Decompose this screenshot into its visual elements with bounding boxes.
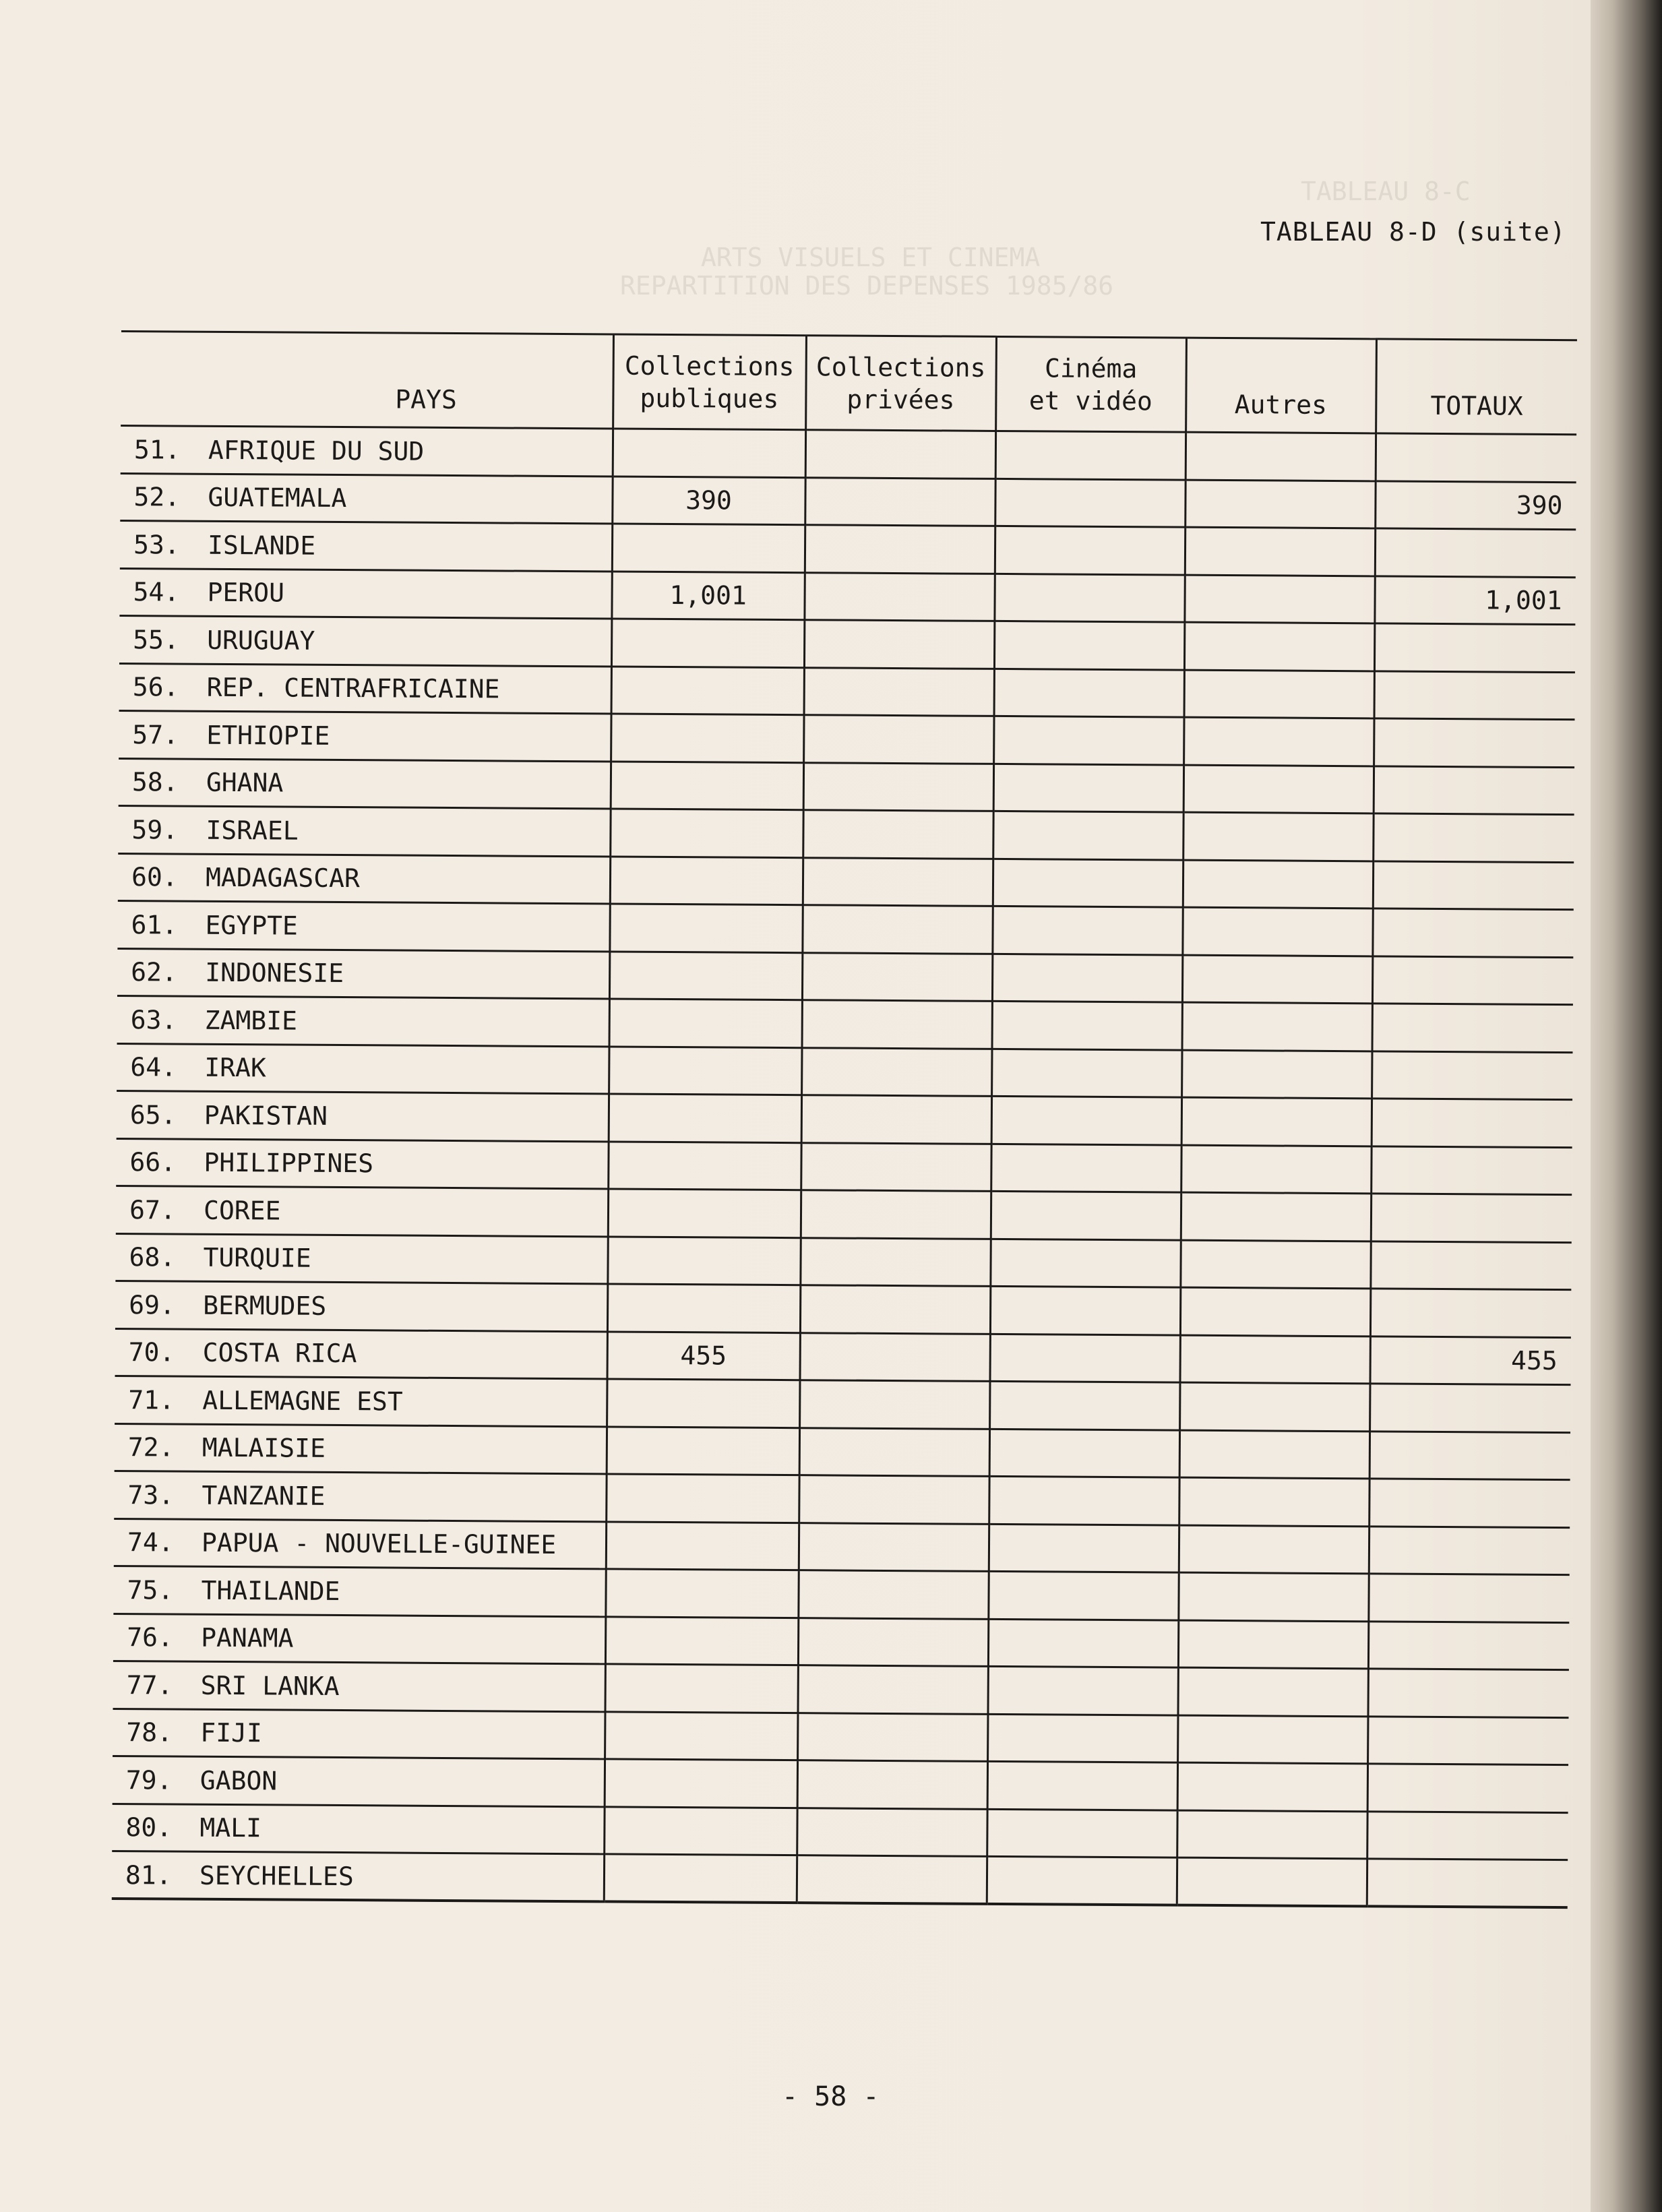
row-number: 54. — [133, 577, 180, 607]
value-cell-publiques — [605, 1711, 797, 1760]
value-cell-totaux — [1372, 1099, 1572, 1147]
table-row — [113, 1614, 1569, 1670]
value-cell-totaux — [1372, 1051, 1572, 1099]
table-row — [114, 1471, 1570, 1527]
country-name: PAPUA - NOUVELLE-GUINEE — [201, 1528, 557, 1560]
value-cell-privees — [797, 1808, 987, 1856]
value-cell-autres — [1177, 1715, 1367, 1764]
value-cell-privees — [805, 525, 995, 574]
table-row — [113, 1661, 1569, 1717]
value-cell-autres — [1183, 765, 1374, 813]
table-row — [116, 1186, 1572, 1242]
value-cell-totaux — [1374, 623, 1575, 672]
country-name: AFRIQUE DU SUD — [208, 435, 425, 466]
value-cell-privees — [801, 1190, 991, 1239]
value-cell-publiques: 390 — [612, 476, 805, 524]
value-cell-cinema — [994, 621, 1184, 669]
country-cell — [121, 425, 613, 476]
row-number: 75. — [127, 1574, 174, 1605]
country-name: TURQUIE — [203, 1243, 311, 1273]
country-cell — [113, 1756, 605, 1806]
value-cell-publiques: 1,001 — [611, 571, 804, 619]
value-cell-privees — [798, 1570, 988, 1619]
table-row — [119, 568, 1575, 625]
value-cell-totaux — [1371, 1146, 1572, 1194]
table-row — [115, 1328, 1571, 1385]
value-cell-cinema — [989, 1334, 1179, 1382]
value-cell-cinema — [994, 574, 1184, 622]
value-cell-totaux — [1373, 813, 1574, 862]
country-name: EGYPTE — [205, 910, 299, 941]
value-cell-publiques — [605, 1759, 797, 1808]
country-name: PANAMA — [201, 1623, 294, 1653]
value-cell-cinema — [987, 1856, 1177, 1905]
value-cell-autres — [1179, 1525, 1369, 1574]
value-cell-publiques — [612, 524, 805, 572]
country-cell — [112, 1804, 604, 1854]
value-cell-cinema — [990, 1286, 1180, 1334]
country-cell — [119, 710, 611, 761]
value-cell-autres — [1177, 1762, 1367, 1811]
value-cell-publiques — [605, 1664, 797, 1713]
row-number: 67. — [129, 1194, 176, 1225]
row-number: 72. — [127, 1432, 175, 1463]
country-cell — [117, 995, 609, 1046]
country-name: MADAGASCAR — [205, 863, 360, 894]
value-cell-totaux: 1,001 — [1374, 576, 1575, 624]
value-cell-privees — [797, 1760, 987, 1809]
country-name: ISRAEL — [206, 815, 299, 846]
value-cell-publiques — [608, 1189, 801, 1237]
value-cell-privees — [800, 1237, 990, 1286]
country-name: THAILANDE — [201, 1575, 340, 1606]
value-cell-cinema — [995, 431, 1186, 479]
row-number: 76. — [127, 1622, 173, 1653]
value-cell-publiques — [604, 1854, 797, 1903]
country-cell — [115, 1376, 607, 1426]
row-number: 61. — [131, 909, 178, 940]
value-cell-privees — [801, 1142, 991, 1191]
value-cell-totaux — [1367, 1716, 1568, 1764]
value-cell-autres — [1177, 1810, 1367, 1859]
value-cell-cinema — [991, 1144, 1181, 1192]
value-cell-publiques — [606, 1521, 799, 1570]
value-cell-publiques — [605, 1569, 798, 1618]
value-cell-privees — [797, 1855, 987, 1904]
table-row — [121, 425, 1576, 482]
country-name: ISLANDE — [207, 530, 316, 561]
value-cell-autres — [1177, 1857, 1367, 1906]
country-name: ALLEMAGNE EST — [202, 1385, 403, 1417]
value-cell-publiques — [610, 809, 803, 857]
row-number: 66. — [129, 1147, 177, 1177]
value-cell-cinema — [991, 1049, 1181, 1097]
table-row — [116, 1138, 1572, 1195]
row-number: 79. — [125, 1764, 173, 1795]
value-cell-autres — [1186, 432, 1376, 481]
value-cell-cinema — [993, 764, 1183, 812]
country-cell — [116, 1186, 608, 1236]
table-row — [115, 1281, 1571, 1337]
value-cell-autres — [1182, 955, 1372, 1004]
value-cell-publiques — [607, 1236, 800, 1285]
value-cell-totaux — [1374, 766, 1574, 814]
value-cell-cinema — [989, 1381, 1179, 1430]
value-cell-privees — [804, 620, 994, 669]
country-name: INDONESIE — [205, 958, 344, 989]
country-name: SEYCHELLES — [199, 1860, 354, 1891]
value-cell-privees — [802, 952, 992, 1001]
value-cell-autres — [1182, 1002, 1372, 1051]
value-cell-autres — [1185, 480, 1375, 528]
value-cell-totaux — [1371, 1194, 1572, 1242]
value-cell-publiques — [608, 1141, 801, 1190]
table-row — [113, 1709, 1568, 1765]
value-cell-autres — [1180, 1240, 1370, 1289]
country-name: IRAK — [204, 1053, 266, 1083]
value-cell-totaux — [1376, 433, 1576, 482]
country-cell — [113, 1566, 605, 1616]
country-cell — [119, 758, 611, 809]
country-cell — [115, 1281, 607, 1331]
country-cell — [119, 663, 611, 714]
value-cell-privees — [803, 762, 993, 811]
row-number: 80. — [125, 1812, 173, 1843]
country-cell — [113, 1709, 605, 1759]
value-cell-privees — [803, 715, 993, 764]
value-cell-cinema — [987, 1714, 1177, 1762]
value-cell-totaux — [1370, 1289, 1571, 1337]
value-cell-privees — [799, 1523, 989, 1571]
value-cell-cinema — [992, 1001, 1182, 1049]
table-container — [112, 330, 1577, 1909]
value-cell-autres — [1185, 527, 1375, 576]
value-cell-publiques — [606, 1474, 799, 1523]
value-cell-totaux: 390 — [1375, 481, 1576, 529]
value-cell-privees — [797, 1713, 987, 1761]
value-cell-privees — [805, 477, 995, 526]
value-cell-publiques — [609, 999, 802, 1047]
country-name: FIJI — [200, 1718, 262, 1748]
country-cell — [117, 1043, 609, 1094]
row-number: 62. — [131, 957, 177, 987]
value-cell-publiques — [607, 1284, 800, 1332]
value-cell-cinema — [990, 1239, 1180, 1287]
value-cell-privees — [804, 667, 994, 716]
value-cell-autres — [1177, 1667, 1367, 1716]
table-row — [113, 1566, 1569, 1622]
country-name: TANZANIE — [202, 1480, 326, 1511]
value-cell-publiques — [609, 1094, 801, 1142]
value-cell-cinema — [988, 1571, 1178, 1620]
value-cell-privees — [801, 1095, 991, 1144]
table-header-row — [121, 331, 1577, 434]
header-collections-publiques: Collections publiques — [613, 334, 806, 430]
value-cell-publiques — [607, 1426, 799, 1475]
table-row — [114, 1518, 1570, 1575]
value-cell-autres — [1179, 1382, 1369, 1431]
country-cell — [117, 900, 609, 951]
row-number: 60. — [131, 862, 178, 892]
table-row — [120, 473, 1576, 530]
value-cell-totaux — [1367, 1811, 1568, 1860]
value-cell-autres — [1184, 575, 1374, 623]
country-name: MALI — [199, 1813, 262, 1843]
value-cell-autres — [1181, 1145, 1371, 1194]
value-cell-autres — [1183, 717, 1374, 766]
value-cell-publiques — [609, 1046, 801, 1095]
country-name: SRI LANKA — [200, 1670, 340, 1701]
show-through-text: ARTS VISUELS ET CINEMA — [701, 243, 1041, 272]
value-cell-publiques — [611, 619, 804, 667]
value-cell-autres — [1184, 670, 1374, 718]
table-row — [120, 520, 1576, 577]
country-cell — [114, 1518, 606, 1569]
value-cell-autres — [1181, 1097, 1372, 1146]
country-name: URUGUAY — [207, 625, 315, 656]
value-cell-totaux — [1369, 1479, 1570, 1527]
row-number: 53. — [133, 529, 180, 560]
value-cell-cinema — [991, 1096, 1181, 1144]
country-cell — [112, 1851, 604, 1901]
value-cell-privees — [800, 1285, 990, 1334]
table-row — [117, 1043, 1572, 1100]
value-cell-cinema — [988, 1619, 1178, 1667]
country-cell — [119, 568, 611, 619]
row-number: 77. — [126, 1669, 173, 1700]
value-cell-publiques — [607, 1379, 799, 1427]
table-row — [118, 805, 1574, 862]
row-number: 69. — [129, 1289, 175, 1320]
value-cell-totaux — [1370, 1241, 1571, 1289]
value-cell-totaux — [1373, 861, 1574, 909]
value-cell-publiques — [613, 429, 805, 477]
value-cell-totaux — [1374, 718, 1574, 767]
value-cell-totaux — [1375, 528, 1576, 577]
value-cell-privees — [802, 1000, 992, 1049]
country-cell — [120, 473, 612, 524]
table-title: TABLEAU 8-D (suite) — [1260, 217, 1566, 247]
row-number: 70. — [128, 1337, 175, 1368]
value-cell-privees — [798, 1618, 988, 1666]
table-row — [112, 1804, 1568, 1860]
country-name: GABON — [199, 1765, 278, 1796]
value-cell-cinema — [993, 811, 1183, 859]
value-cell-cinema — [991, 1191, 1181, 1239]
value-cell-cinema — [989, 1476, 1179, 1525]
value-cell-totaux — [1367, 1669, 1568, 1717]
value-cell-privees — [804, 572, 994, 621]
table-row — [115, 1233, 1571, 1290]
row-number: 57. — [132, 719, 179, 750]
value-cell-cinema — [995, 526, 1185, 574]
value-cell-autres — [1179, 1335, 1369, 1384]
value-cell-publiques — [605, 1616, 798, 1665]
value-cell-cinema — [987, 1809, 1177, 1857]
table-row — [119, 758, 1574, 815]
value-cell-cinema — [989, 1429, 1179, 1477]
value-cell-autres — [1183, 860, 1373, 909]
value-cell-autres — [1181, 1050, 1372, 1099]
country-name: BERMUDES — [203, 1290, 327, 1321]
value-cell-totaux — [1369, 1384, 1570, 1432]
value-cell-privees — [801, 1047, 991, 1096]
value-cell-cinema — [987, 1761, 1177, 1810]
value-cell-totaux — [1372, 909, 1573, 957]
value-cell-autres — [1181, 1192, 1371, 1241]
value-cell-privees — [797, 1665, 987, 1714]
value-cell-autres — [1182, 907, 1372, 956]
table-row — [119, 663, 1575, 720]
row-number: 78. — [126, 1717, 173, 1748]
country-cell — [119, 615, 611, 666]
country-name: PEROU — [207, 578, 285, 608]
book-spine-shadow — [1591, 0, 1662, 2212]
value-cell-autres — [1184, 622, 1374, 671]
country-cell — [114, 1471, 606, 1521]
row-number: 74. — [127, 1527, 174, 1558]
value-cell-cinema — [989, 1524, 1179, 1572]
row-number: 63. — [130, 1004, 177, 1035]
country-name: MALAISIE — [202, 1433, 326, 1464]
value-cell-publiques — [611, 714, 803, 762]
value-cell-totaux — [1367, 1764, 1568, 1812]
value-cell-autres — [1179, 1430, 1369, 1479]
table-row — [112, 1851, 1568, 1907]
show-through-text: TABLEAU 8-C — [1301, 177, 1471, 206]
country-name: GUATEMALA — [208, 483, 347, 514]
row-number: 65. — [129, 1099, 177, 1130]
row-number: 81. — [125, 1860, 172, 1890]
country-name: COSTA RICA — [202, 1338, 357, 1369]
value-cell-privees — [805, 430, 995, 479]
value-cell-cinema — [992, 906, 1182, 954]
row-number: 59. — [131, 814, 179, 845]
value-cell-totaux — [1367, 1859, 1568, 1907]
expenditure-table — [112, 330, 1577, 1909]
value-cell-privees — [800, 1332, 990, 1381]
value-cell-totaux — [1369, 1526, 1570, 1574]
value-cell-cinema — [992, 954, 1182, 1002]
country-cell — [117, 1090, 609, 1141]
value-cell-cinema — [995, 479, 1185, 527]
value-cell-cinema — [994, 669, 1184, 717]
value-cell-totaux — [1374, 671, 1575, 719]
header-cinema-video: Cinéma et vidéo — [995, 336, 1186, 432]
table-row — [117, 900, 1573, 957]
header-autres: Autres — [1186, 338, 1376, 433]
value-cell-totaux: 455 — [1369, 1336, 1570, 1384]
value-cell-autres — [1178, 1572, 1368, 1621]
value-cell-autres — [1180, 1287, 1370, 1336]
value-cell-publiques: 455 — [607, 1331, 800, 1380]
row-number: 68. — [129, 1242, 176, 1272]
value-cell-privees — [802, 905, 992, 954]
row-number: 55. — [133, 624, 179, 655]
value-cell-cinema — [987, 1666, 1177, 1715]
header-totaux: TOTAUX — [1376, 339, 1577, 435]
country-cell — [113, 1661, 605, 1711]
value-cell-publiques — [609, 904, 802, 952]
country-cell — [117, 948, 609, 999]
value-cell-cinema — [993, 859, 1183, 907]
value-cell-privees — [799, 1427, 989, 1476]
value-cell-publiques — [604, 1806, 797, 1855]
row-number: 73. — [127, 1479, 175, 1510]
value-cell-totaux — [1372, 956, 1573, 1004]
country-name: PAKISTAN — [204, 1100, 328, 1131]
table-body — [112, 425, 1576, 1907]
value-cell-cinema — [993, 716, 1183, 764]
value-cell-autres — [1183, 812, 1373, 861]
value-cell-autres — [1178, 1620, 1368, 1669]
country-name: ZAMBIE — [204, 1005, 298, 1036]
header-collections-privees: Collections privées — [805, 336, 996, 431]
value-cell-privees — [799, 1475, 989, 1524]
value-cell-publiques — [611, 666, 804, 714]
table-row — [115, 1376, 1570, 1432]
table-row — [117, 995, 1573, 1052]
value-cell-totaux — [1372, 1004, 1573, 1052]
table-row — [113, 1756, 1568, 1812]
table-row — [117, 948, 1573, 1005]
value-cell-totaux — [1368, 1574, 1569, 1622]
row-number: 58. — [131, 767, 179, 797]
country-name: REP. CENTRAFRICAINE — [206, 673, 500, 704]
value-cell-publiques — [609, 951, 802, 1000]
row-number: 64. — [130, 1052, 177, 1082]
country-cell — [116, 1138, 608, 1189]
country-name: COREE — [203, 1195, 281, 1226]
country-name: PHILIPPINES — [204, 1148, 374, 1179]
row-number: 51. — [133, 434, 181, 465]
show-through-text: REPARTITION DES DEPENSES 1985/86 — [620, 271, 1114, 301]
page-number: - 58 - — [782, 2081, 880, 2112]
value-cell-totaux — [1369, 1431, 1570, 1479]
value-cell-privees — [799, 1380, 989, 1429]
value-cell-autres — [1179, 1477, 1369, 1526]
table-row — [117, 1090, 1572, 1147]
row-number: 56. — [132, 672, 179, 702]
value-cell-publiques — [610, 856, 803, 904]
table-row — [119, 615, 1575, 672]
country-cell — [120, 520, 612, 571]
value-cell-totaux — [1368, 1621, 1569, 1669]
country-cell — [118, 853, 610, 904]
table-row — [118, 853, 1574, 910]
row-number: 71. — [128, 1384, 175, 1415]
value-cell-privees — [803, 810, 993, 859]
country-cell — [113, 1614, 605, 1664]
country-name: GHANA — [206, 768, 284, 798]
table-row — [115, 1423, 1570, 1480]
country-cell — [118, 805, 610, 856]
table-row — [119, 710, 1574, 767]
header-pays: PAYS — [121, 331, 613, 428]
country-cell — [115, 1233, 607, 1284]
country-name: ETHIOPIE — [206, 720, 330, 751]
row-number: 52. — [133, 482, 181, 512]
value-cell-privees — [803, 857, 993, 906]
country-cell — [115, 1423, 607, 1474]
country-cell — [115, 1328, 607, 1379]
value-cell-publiques — [611, 761, 803, 809]
